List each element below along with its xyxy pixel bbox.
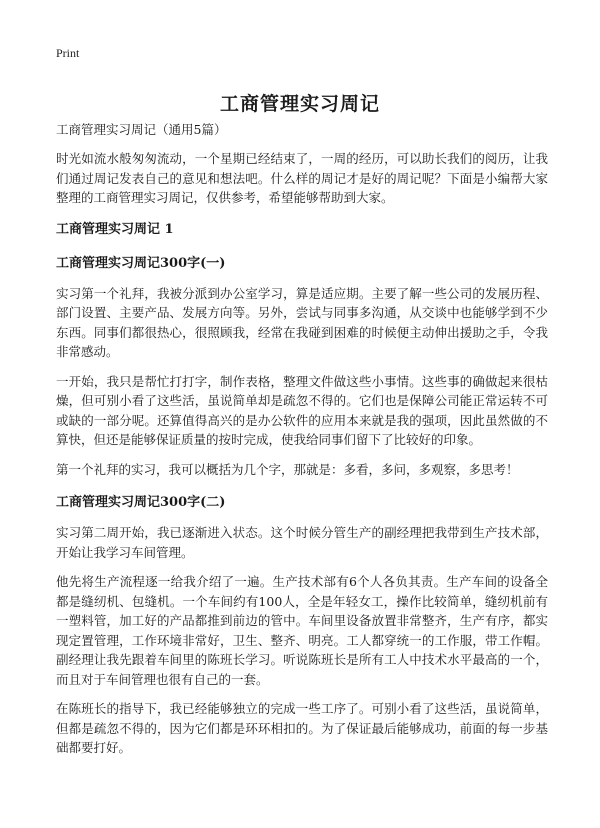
article-subtitle: 工商管理实习周记（通用5篇） <box>56 122 227 137</box>
section-heading-week1: 工商管理实习周记300字(一) <box>56 255 226 271</box>
week1-paragraph-1: 实习第一个礼拜，我被分派到办公室学习，算是适应期。主要了解一些公司的发展历程、部门设置、主要产品、发展方向等。另外，尝试与同事多沟通，从交谈中也能够学到不少东西。同事们都很热心，很照顾我，经常在我碰到困难的时候便主动伸出援助之手，令我非常感动。 <box>56 285 548 359</box>
section-heading-main: 工商管理实习周记 1 <box>56 221 174 237</box>
week1-paragraph-2: 一开始，我只是帮忙打打字，制作表格，整理文件做这些小事情。这些事的确做起来很枯燥，但可别小看了这些活，虽说简单却是疏忽不得的。它们也是保障公司能正常运转不可或缺的一部分呢。还算值得高兴的是办公软件的应用本来就是我的强项，因此虽然做的不算快，但还是能够保证质量的按时完成，使我给同事们留下了比较好的印象。 <box>56 373 548 447</box>
week1-paragraph-3: 第一个礼拜的实习，我可以概括为几个字，那就是：多看，多问，多观察，多思考！ <box>56 461 519 477</box>
article-body <box>56 120 548 768</box>
section-heading-week2: 工商管理实习周记300字(二) <box>56 495 226 510</box>
week2-paragraph-1: 实习第二周开始，我已逐渐进入状态。这个时候分管生产的副经理把我带到生产技术部，开始让我学习车间管理。 <box>56 525 548 560</box>
intro-paragraph: 时光如流水般匆匆流动，一个星期已经结束了，一周的经历，可以助长我们的阅历，让我们通过周记发表自己的意见和想法吧。什么样的周记才是好的周记呢？下面是小编帮大家整理的工商管理实习周记，仅供参考，希望能够帮助到大家。 <box>56 151 548 205</box>
week2-paragraph-2: 他先将生产流程逐一给我介绍了一遍。生产技术部有6个人各负其责。生产车间的设备全都是缝纫机、包缝机。一个车间约有100人，全是年轻女工，操作比较简单，缝纫机前有一塑料管，加工好的产品都推到前边的管中。车间里设备放置非常整齐，生产有序，都实现定置管理，工作环境非常好，卫生、整齐、明亮。工人都穿统一的工作服，带工作帽。副经理让我先跟着车间里的陈班长学习。听说陈班长是所有工人中技术水平最高的一个，而且对于车间管理也很有自己的一套。 <box>56 574 548 687</box>
print-link[interactable]: Print <box>56 46 80 60</box>
week2-paragraph-3: 在陈班长的指导下，我已经能够独立的完成一些工序了。可别小看了这些活，虽说简单，但都是疏忽不得的，因为它们都是环环相扣的。为了保证最后能够成功，前面的每一步基础都要打好。 <box>56 701 548 755</box>
page-title: 工商管理实习周记 <box>219 92 380 115</box>
